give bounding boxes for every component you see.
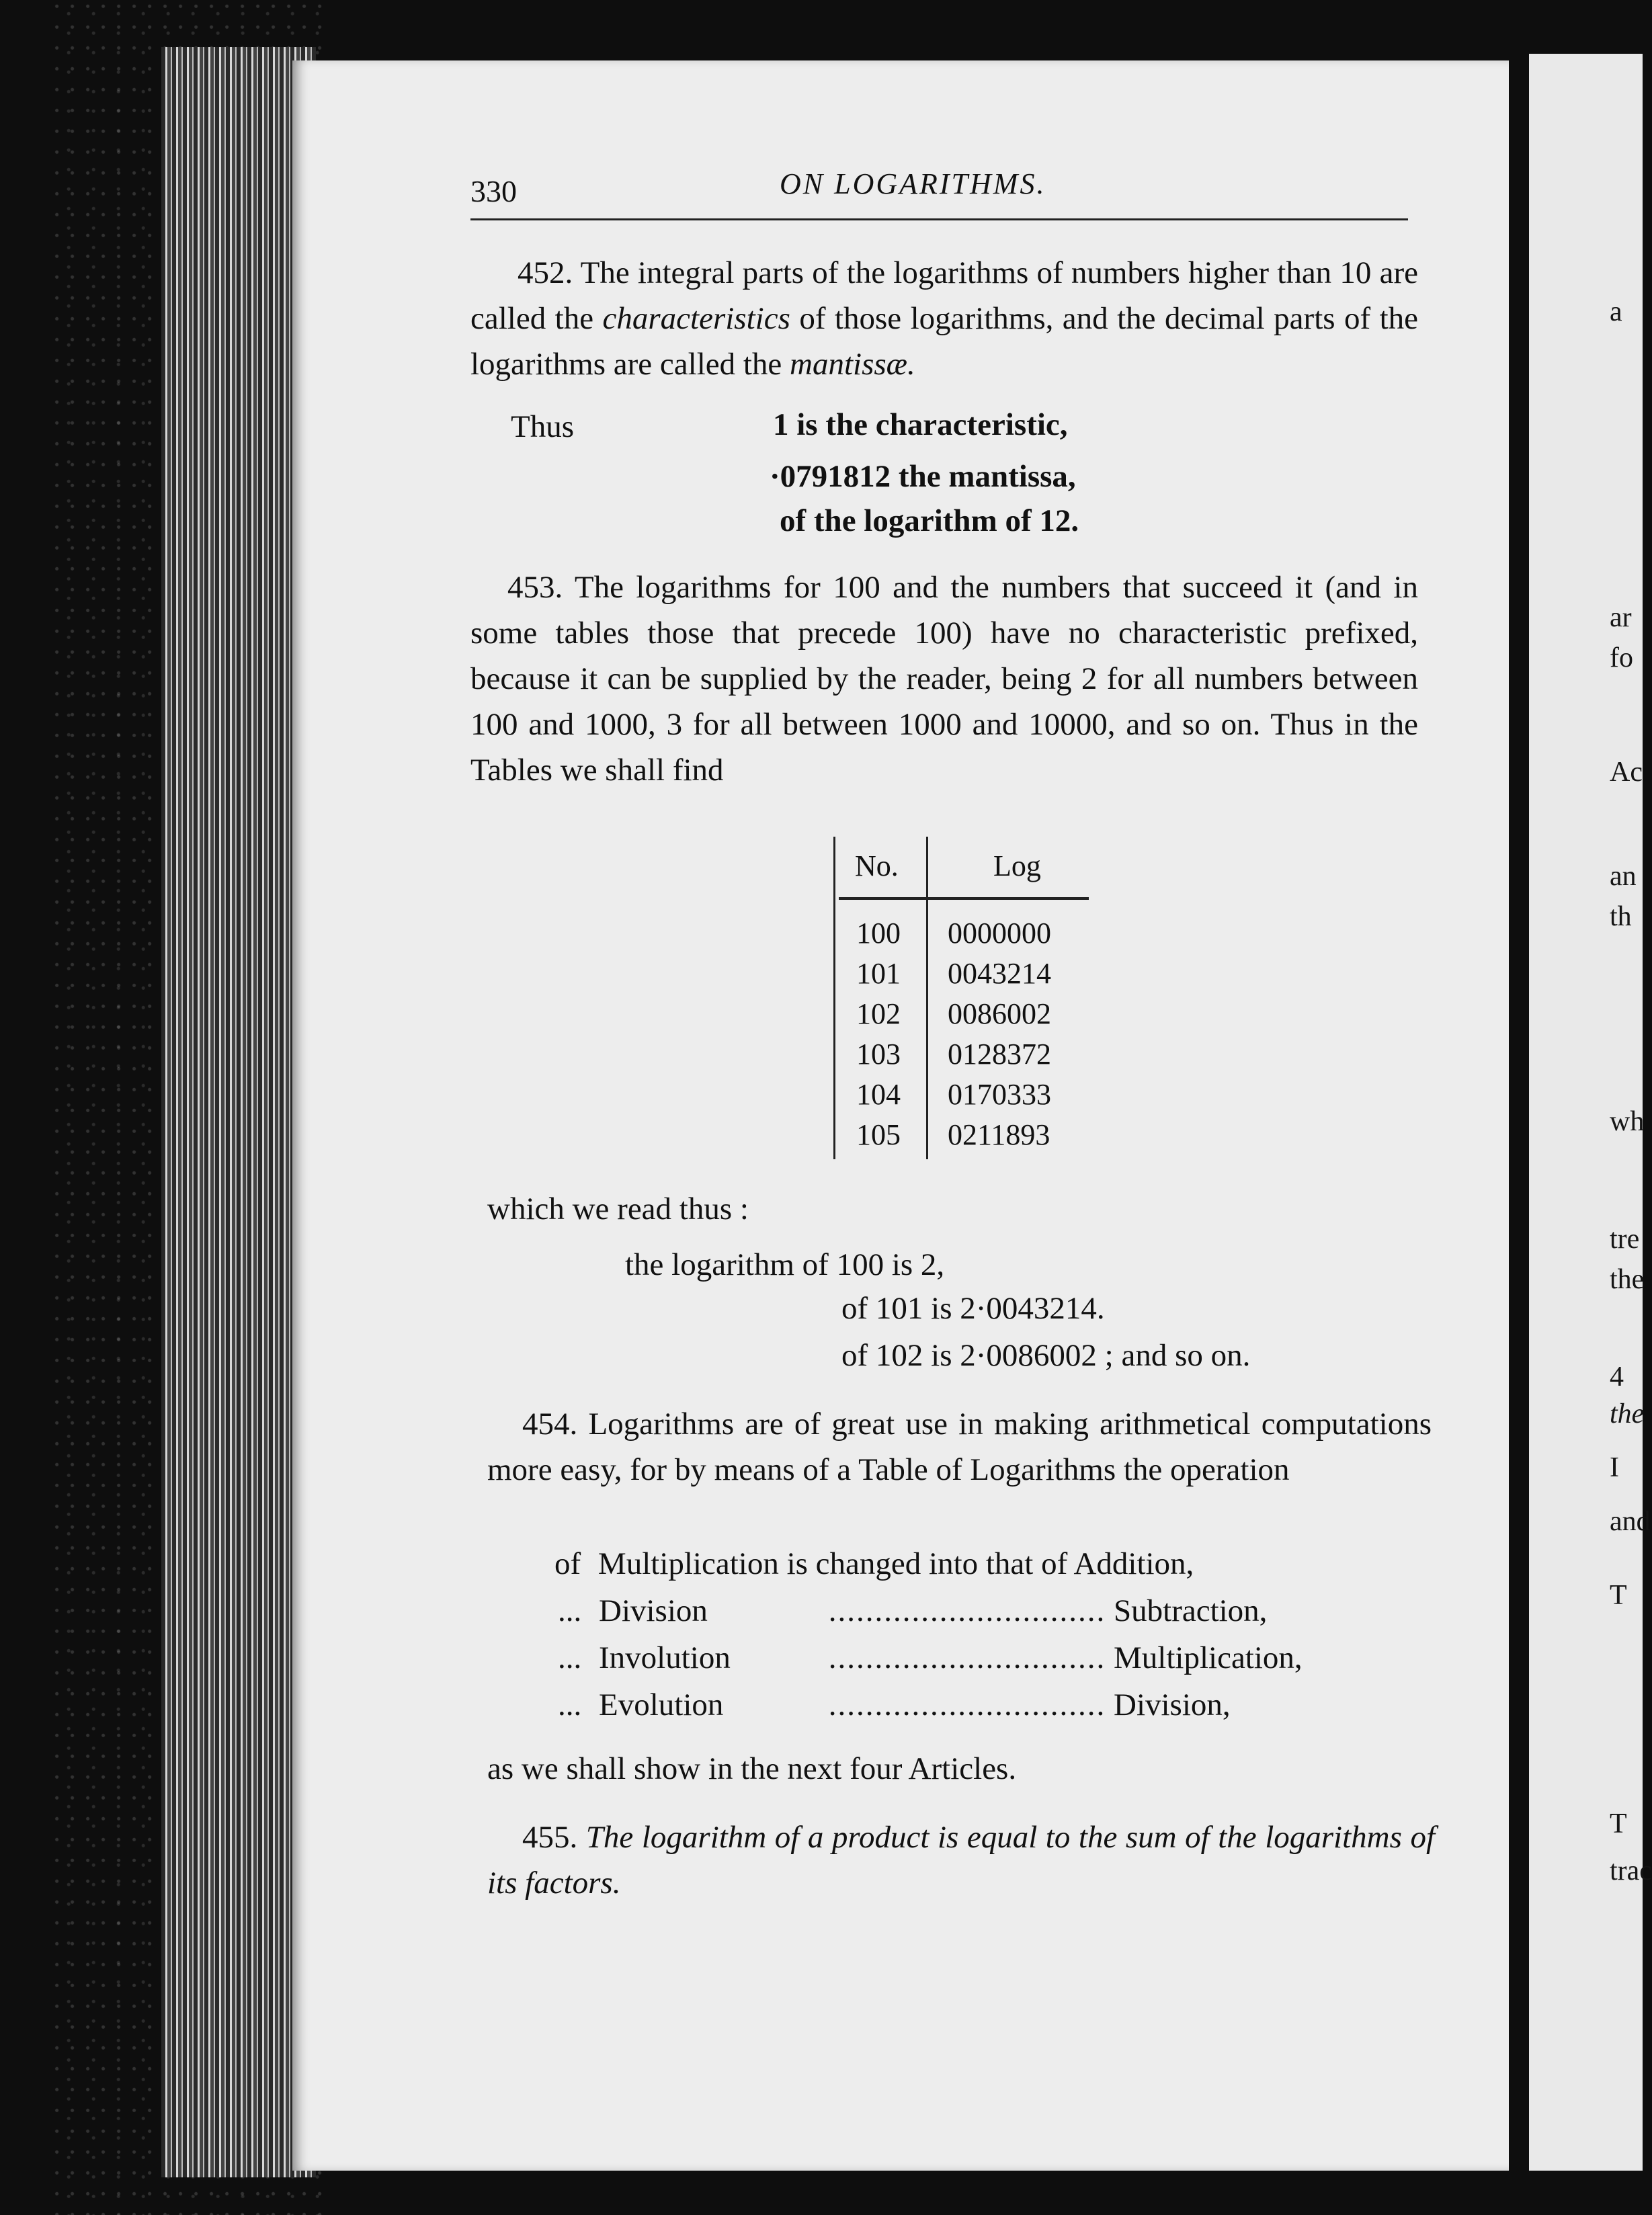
article-number: 454. — [522, 1407, 578, 1441]
op-from: Multiplication — [597, 1546, 779, 1581]
table-column-rule — [926, 837, 928, 1159]
op-to: Subtraction, — [1114, 1593, 1268, 1628]
article-text: The logarithms for 100 and the numbers that succeed it (and in some tables those that precede 100) have no characteristic prefixed, because it can be supplied by the reader, being 2 for all numbers between 100 and 1000, 3 for all between 1000 and 10000, and so on. Thus in the Tables we shall find — [470, 570, 1418, 788]
op-prefix: ... — [558, 1593, 582, 1628]
table-cell-log: 0170333 — [948, 1078, 1051, 1111]
table-cell-no: 102 — [856, 997, 901, 1030]
facing-page-fragment: wh — [1610, 1106, 1645, 1137]
article-text: of those logarithms, and the decimal parts of the logarithms are called the — [470, 301, 1419, 382]
table-cell-log: 0211893 — [948, 1118, 1050, 1151]
thus-line: 1 is the characteristic, — [773, 407, 1068, 442]
facing-page-fragment: and — [1610, 1506, 1651, 1537]
facing-page-fragment: ar — [1610, 602, 1632, 633]
facing-page-fragment: an — [1610, 861, 1637, 892]
table-cell-log: 0086002 — [948, 997, 1051, 1030]
facing-page-fragment: fo — [1610, 642, 1633, 673]
table-cell-no: 101 — [856, 957, 901, 990]
article-text: Logarithms are of great use in making arithmetical computations more easy, for by means of a Table of Logarithms the operation — [487, 1407, 1432, 1487]
table-header-rule — [839, 897, 1089, 900]
facing-page-fragment: the — [1610, 1264, 1645, 1295]
facing-page-fragment: I — [1610, 1452, 1619, 1483]
table-header-no: No. — [855, 849, 899, 882]
article-number: 452. — [518, 255, 573, 290]
facing-page-fragment: T — [1610, 1808, 1627, 1839]
running-title: ON LOGARITHMS. — [780, 167, 1046, 200]
read-line: of 102 is 2·0086002 ; and so on. — [841, 1338, 1251, 1373]
table-cell-log: 0043214 — [948, 957, 1051, 990]
article-455 — [487, 1814, 1435, 1906]
op-from: Involution — [599, 1640, 731, 1675]
article-453 — [470, 565, 1418, 793]
read-line: of 101 is 2·0043214. — [841, 1291, 1105, 1326]
facing-page-fragment: th — [1610, 901, 1632, 932]
article-text: The integral parts of the logarithms of numbers higher than 10 are called the — [470, 255, 1418, 336]
header-rule — [470, 218, 1408, 220]
article-number: 453. — [507, 570, 563, 605]
op-prefix: ... — [558, 1640, 582, 1675]
op-mid: .............................. — [828, 1593, 1106, 1628]
op-mid: .............................. — [828, 1687, 1106, 1722]
table-left-rule — [833, 837, 835, 1159]
article-number: 455. — [522, 1820, 578, 1855]
facing-page-fragment: tre — [1610, 1224, 1640, 1255]
thus-line: ·0791812 the mantissa, — [770, 459, 1076, 494]
table-cell-no: 100 — [856, 917, 901, 950]
thus-label: Thus — [511, 409, 574, 444]
facing-page-fragment: trac — [1610, 1855, 1652, 1886]
operation-row — [558, 1687, 1231, 1723]
op-prefix: ... — [558, 1687, 582, 1722]
read-line: the logarithm of 100 is 2, — [625, 1247, 945, 1282]
article-454 — [487, 1401, 1432, 1493]
facing-page-fragment: 4 — [1610, 1362, 1624, 1392]
operation-row — [558, 1640, 1303, 1676]
op-mid: .............................. — [828, 1640, 1106, 1675]
op-mid: is changed into that of — [786, 1546, 1068, 1581]
table-cell-no: 105 — [856, 1118, 901, 1151]
op-prefix: of — [554, 1546, 581, 1581]
term-mantissae: mantissæ. — [790, 347, 915, 382]
op-to: Addition, — [1073, 1546, 1194, 1581]
table-header-log: Log — [993, 849, 1041, 882]
page-number: 330 — [470, 174, 517, 208]
op-from: Division — [599, 1593, 708, 1628]
op-to: Division, — [1114, 1687, 1231, 1722]
term-characteristics: characteristics — [602, 301, 790, 336]
logarithm-table — [833, 837, 1089, 1159]
op-to: Multiplication, — [1114, 1640, 1303, 1675]
operation-row — [558, 1593, 1267, 1629]
article-454-closing: as we shall show in the next four Articles. — [487, 1751, 1017, 1786]
thus-line: of the logarithm of 12. — [780, 503, 1079, 538]
read-intro: which we read thus : — [487, 1192, 749, 1226]
article-452 — [470, 250, 1418, 387]
facing-page-fragment: Ac — [1610, 757, 1643, 788]
article-text: The logarithm of a product is equal to the sum of the logarithms of its factors. — [487, 1820, 1436, 1900]
op-from: Evolution — [599, 1687, 724, 1722]
table-cell-no: 103 — [856, 1038, 901, 1071]
table-cell-log: 0000000 — [948, 917, 1051, 950]
facing-page-fragment: T — [1610, 1580, 1627, 1611]
facing-page-fragment: a — [1610, 296, 1622, 327]
facing-page-fragment: the — [1610, 1398, 1645, 1429]
table-cell-no: 104 — [856, 1078, 901, 1111]
operation-row — [554, 1546, 1194, 1582]
table-cell-log: 0128372 — [948, 1038, 1051, 1071]
